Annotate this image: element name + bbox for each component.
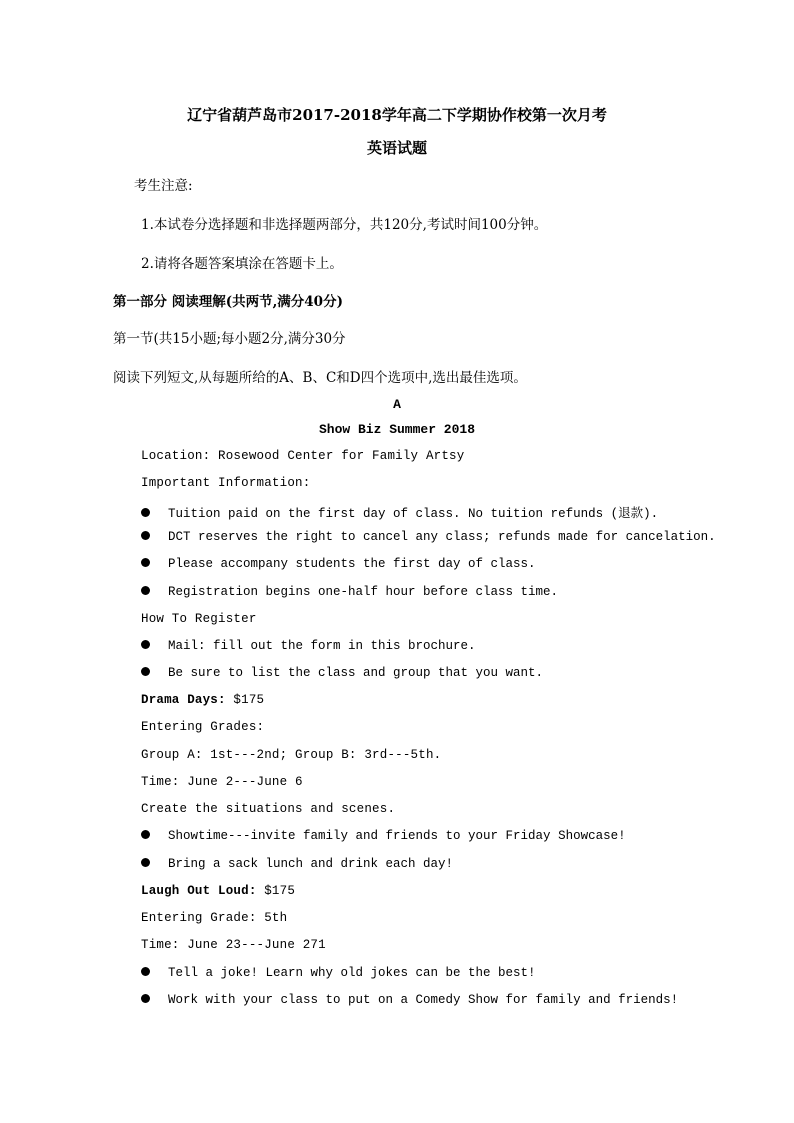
list-item: Mail: fill out the form in this brochure. [141, 639, 476, 653]
register-heading: How To Register [141, 612, 257, 626]
bullet-icon [141, 531, 150, 540]
instruction-text: 阅读下列短文,从每题所给的A、B、C和D四个选项中,选出最佳选项。 [113, 370, 527, 386]
important-heading: Important Information: [141, 476, 311, 490]
bullet-icon [141, 586, 150, 595]
list-item: Work with your class to put on a Comedy Show for family and friends! [141, 993, 678, 1007]
list-item: Bring a sack lunch and drink each day! [141, 857, 453, 871]
bullet-icon [141, 508, 150, 517]
list-item: Showtime---invite family and friends to your Friday Showcase! [141, 829, 626, 843]
passage-letter: A [393, 397, 401, 412]
class-drama-heading: Drama Days: $175 [141, 693, 265, 707]
list-item: Tuition paid on the first day of class. No tuition refunds (退款). [141, 503, 658, 521]
bullet-icon [141, 667, 150, 676]
bullet-icon [141, 858, 150, 867]
class-laugh-heading: Laugh Out Loud: $175 [141, 884, 296, 898]
drama-groups: Group A: 1st---2nd; Group B: 3rd---5th. [141, 748, 442, 762]
passage-title: Show Biz Summer 2018 [318, 422, 476, 437]
notice-item: 1.本试卷分选择题和非选择题两部分，共120分,考试时间100分钟。 [141, 217, 548, 233]
drama-grades-label: Entering Grades: [141, 720, 265, 734]
drama-time: Time: June 2---June 6 [141, 775, 303, 789]
part-heading: 第一部分 阅读理解(共两节,满分40分) [113, 294, 343, 310]
page-subtitle: 英语试题 [366, 139, 427, 157]
notice-item: 2.请将各题答案填涂在答题卡上。 [141, 256, 343, 272]
bullet-icon [141, 558, 150, 567]
bullet-icon [141, 830, 150, 839]
bullet-icon [141, 967, 150, 976]
section-heading: 第一节(共15小题;每小题2分,满分30分 [113, 331, 346, 347]
location-text: Location: Rosewood Center for Family Artsy [141, 449, 465, 463]
laugh-grade: Entering Grade: 5th [141, 911, 288, 925]
laugh-time: Time: June 23---June 271 [141, 938, 326, 952]
drama-desc: Create the situations and scenes. [141, 802, 396, 816]
list-item: Registration begins one-half hour before class time. [141, 585, 558, 599]
list-item: Tell a joke! Learn why old jokes can be the best! [141, 966, 536, 980]
bullet-icon [141, 640, 150, 649]
list-item: DCT reserves the right to cancel any class; refunds made for cancelation. [141, 530, 716, 544]
page-title: 辽宁省葫芦岛市2017-2018学年高二下学期协作校第一次月考 [187, 106, 607, 124]
bullet-icon [141, 994, 150, 1003]
notice-heading: 考生注意: [134, 178, 193, 194]
list-item: Please accompany students the first day of class. [141, 557, 536, 571]
list-item: Be sure to list the class and group that you want. [141, 666, 543, 680]
